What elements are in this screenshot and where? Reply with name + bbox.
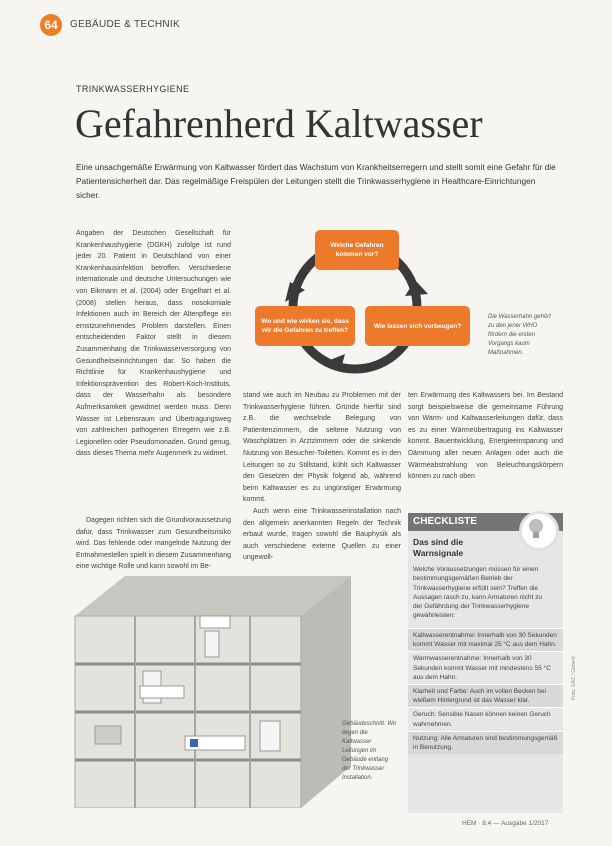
body-paragraph: ten Erwärmung des Kaltwassers bei. Im Bestand sorgt beispielsweise die gemeinsame Führung von Warm- und Kaltwasserleitungen dafür, dass es zu einer Wärmeübertragung ins Kaltwasser kommt. Bauentwicklung, Energieeinsparung und Dämmung aller neuen Anlagen oder auch die Wärmeabstrahlung von Beleuchtungskörpern können zu nach oben [408, 392, 563, 481]
article-kicker: TRINKWASSERHYGIENE [76, 84, 190, 94]
body-column-1 [76, 228, 231, 460]
checklist-item: Geruch: Sensible Nasen können keinen Geruch wahrnehmen. [408, 707, 563, 730]
article-lead: Eine unsachgemäße Erwärmung von Kaltwasser fördert das Wachstum von Krankheitserregern und stellt somit eine Gefahr für die Patientensicherheit dar. Das regelmäßige Freispülen der Leitungen stellt die Trinkwasserhygiene in Healthcare-Einrichtungen sicher. [76, 162, 556, 200]
photo-credit: Foto: GAZ / Geberit [571, 656, 577, 700]
checklist-items [408, 628, 563, 754]
body-column-3 [408, 390, 563, 483]
page-number-badge: 64 [40, 14, 62, 36]
cycle-node-top: Welche Gefahren kommen vor? [315, 230, 399, 270]
checklist-item: Nutzung: Alle Armaturen sind bestimmungsgemäß in Benutzung. [408, 731, 563, 754]
body-paragraph: stand wie auch im Neubau zu Problemen mit der Trinkwasserhygiene führen. Gründe hierfür sind z.B. die wechselnde Belegung von Patientenzimmern, die seltene Nutzung von Waschplätzen in Arztzimmern oder die sinkende Nutzung von Besucher-Toiletten. Kommt es in den Leitungen so zu Stillstand, kühlt sich Kaltwasser den Gesetzen der Physik folgend ab, während beim Kaltwasser es zu ungünstiger Erwärmung kommt. [243, 392, 401, 504]
section-label: GEBÄUDE & TECHNIK [70, 19, 180, 30]
checklist-subtitle: Das sind die Warnsignale [413, 537, 464, 558]
body-paragraph: Dagegen richten sich die Grundvoraussetzung dafür, dass Trinkwasser zum Gesundheitsrisiko wird. Das fehlende oder mangelnde Nutzung der Entnahmestellen spielt in diesem Zusammenhang eine wichtige Rolle und kann sowohl im Be- [76, 517, 231, 571]
building-cutaway-graphic [65, 576, 351, 808]
body-paragraph: Auch wenn eine Trinkwasserinstallation nach den allgemein anerkannten Regeln der Technik erbaut wurde, tragen sowohl die Bauphysik als auch verschiedene externe Quellen zu einer ungewoll- [243, 508, 401, 562]
building-cutaway-illustration [65, 576, 351, 808]
checklist-heading: CHECKLISTE [408, 513, 563, 531]
diagram-caption: Die Wasserhahn gehört zu den jener WHO fördern die ersten Vorgangs kaum Maßnahmen. [488, 314, 551, 356]
lightbulb-icon [519, 511, 559, 551]
body-column-2 [243, 390, 401, 506]
checklist-item: Warmwasserentnahme: Innerhalb von 30 Sekunden kommt Wasser mit mindestens 55 °C aus dem Hahn. [408, 651, 563, 684]
cycle-node-right: Wie lassen sich vorbeugen? [365, 306, 470, 346]
photo-caption: Gebäudeschnitt: Wo liegen die Kaltwasser Leitungen im Gebäude entlang der Trinkwasser Installation. [342, 721, 397, 781]
checklist-item: Kaltwasserentnahme: Innerhalb von 30 Sekunden kommt Wasser mit maximal 25 °C aus dem Hahn. [408, 628, 563, 651]
hazard-cycle-diagram [245, 222, 485, 392]
checklist-intro: Welche Voraussetzungen müssen für einen bestimmungsgemäßen Betrieb der Trinkwasserhygiene erfüllt sein? Treffen die Aussagen rasch zu, kann Armaturen nicht zu der Gefährdung der Trinkwasserhygiene gewährleisten: [413, 566, 542, 620]
checklist-item: Klarheit und Farbe: Auch im vollen Becken bei weißem Hintergrund ist das Wasser klar. [408, 684, 563, 707]
body-paragraph: Angaben der Deutschen Gesellschaft für Krankenhaushygiene (DGKH) zufolge ist rund jeder 20. Patient in Deutschland von einer Krankenhausinfektion betroffen. Verschiedene internationale und deutsche Untersuchungen wie von Eikmann et al. (2004) oder Engelhart et al. (2008) stellen heraus, dass nosokomiale Infektionen auch im Bereich der Altenpflege ein ernstzunehmendes Problem darstellen. Einen entscheidenden Faktor stellt in diesem Zusammenhang die Trinkwasserversorgung von Gesundheitseinrichtungen dar. So haben die Richtlinie für Krankenhaushygiene und Infektionsprävention des Robert-Koch-Instituts, dass der Wasserhahn als besondere Aufmerksamkeit gewidmet werden muss. Denn Wasser ist Lebensraum und Übertragungsweg von zahlreichen pathogenen Erregern wie z.B. Legionellen oder Pseudomonaden. Grund genug, dass dieses Thema mehr Augenmerk zu widmet. [76, 230, 231, 458]
cycle-node-left: Wo und wie wirken sie, dass wir die Gefahren zu treffen? [255, 306, 355, 346]
body-column-2b [243, 506, 401, 564]
body-column-1b [76, 515, 231, 573]
article-title: Gefahrenherd Kaltwasser [75, 101, 483, 146]
checklist-box [408, 513, 563, 813]
page-footer: HEM · 8.4 — Ausgabe 1/2017 [462, 820, 549, 827]
